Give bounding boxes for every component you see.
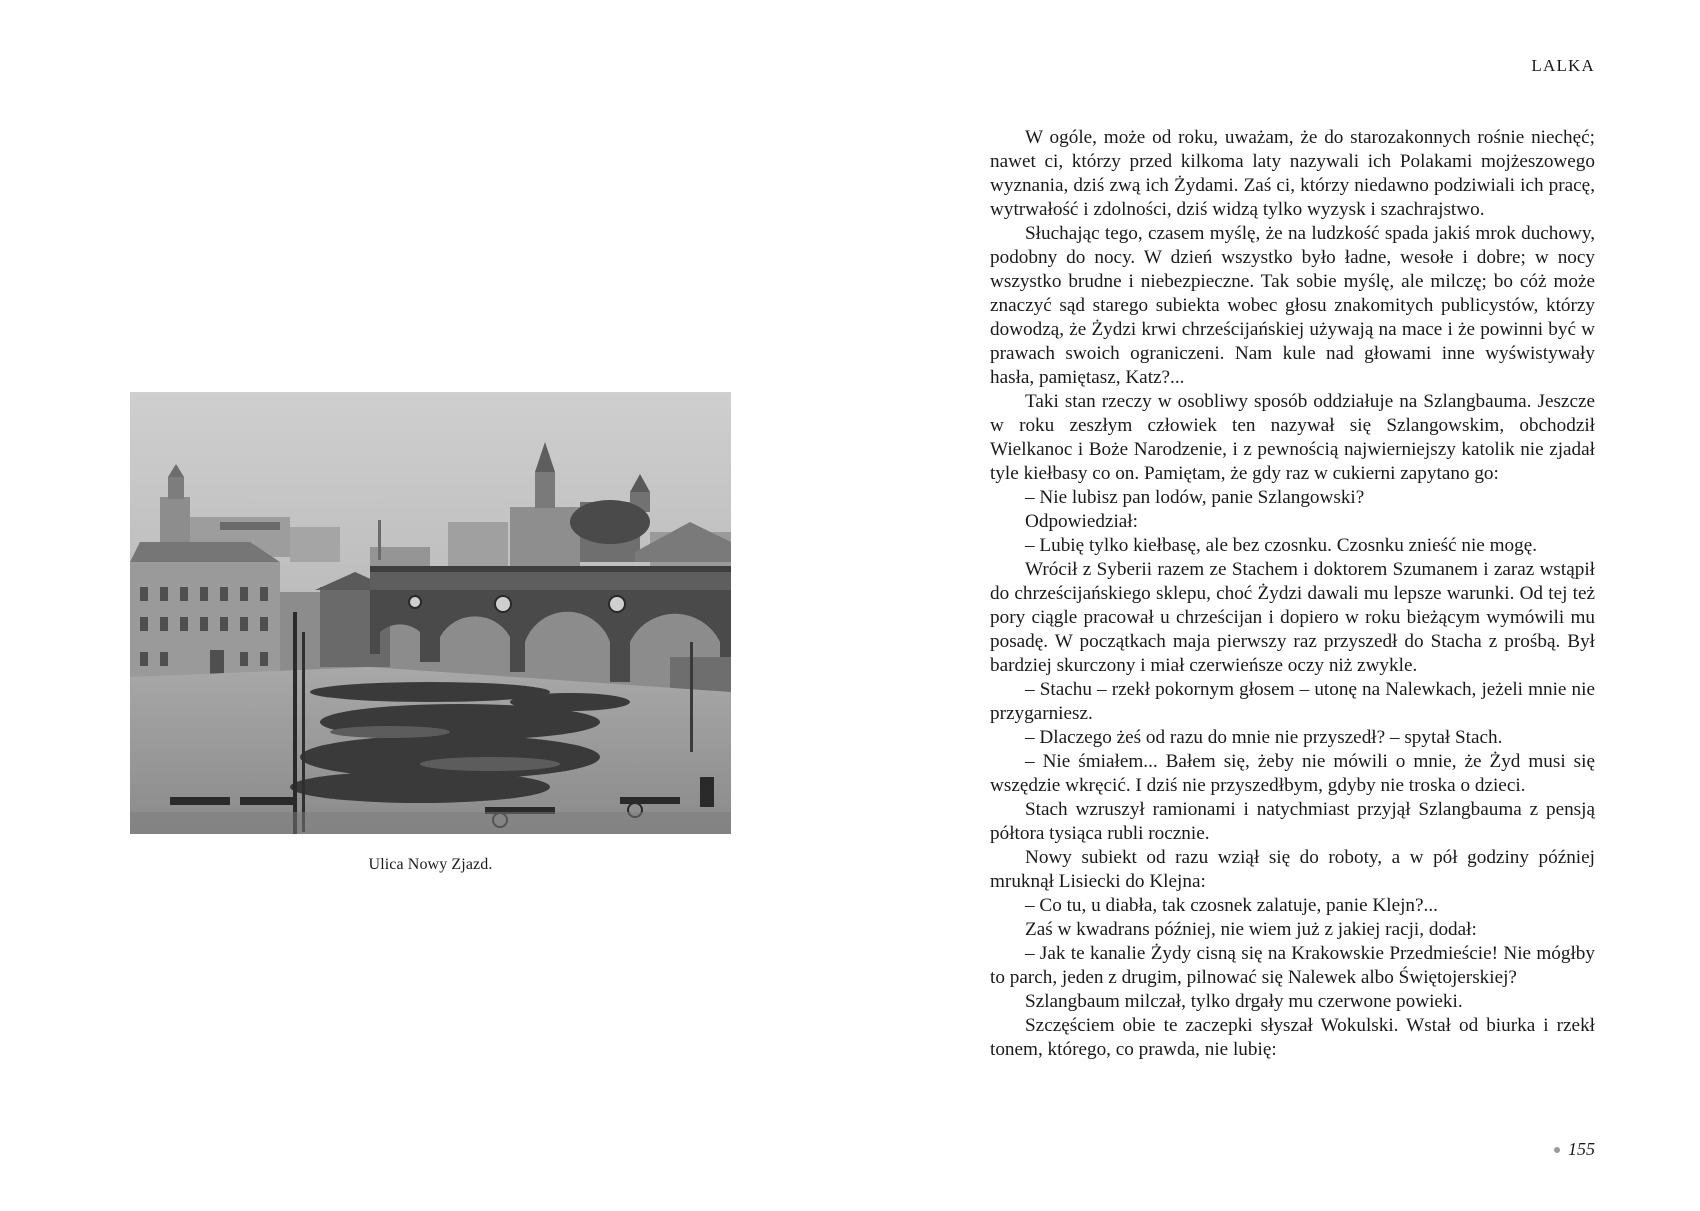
dialogue-line: – Dlaczego żeś od razu do mnie nie przyszedł? – spytał Stach.: [1025, 727, 1503, 748]
paragraph: Odpowiedział:: [1025, 511, 1138, 532]
page-number-text: 155: [1568, 1139, 1595, 1159]
running-head: LALKA: [1531, 56, 1595, 75]
paragraph: W ogóle, może od roku, uważam, że do starozakonnych rośnie niechęć; nawet ci, którzy przed kilkoma laty nazywali ich Polakami mojżeszowego wyznania, dziś zwą ich Żydami. Zaś ci, którzy niedawno podziwiali ich pracę, wytrwałość i zdolności, dziś widzą tylko wyzysk i szachrajstwo.: [990, 127, 1595, 220]
paragraph: Szczęściem obie te zaczepki słyszał Wokulski. Wstał od biurka i rzekł tonem, którego, co prawda, nie lubię:: [990, 1015, 1595, 1060]
dialogue-line: – Nie śmiałem... Bałem się, żeby nie mówili o mnie, że Żyd musi się wszędzie wkręcić. I dziś nie przyszedłbym, gdyby nie troska o dzieci.: [990, 751, 1595, 796]
right-page: [850, 0, 1700, 1211]
paragraph: Nowy subiekt od razu wziął się do roboty, a w pół godziny później mruknął Lisiecki do Klejna:: [990, 847, 1595, 892]
dialogue-line: – Nie lubisz pan lodów, panie Szlangowski?: [1025, 487, 1365, 508]
dialogue-line: – Stachu – rzekł pokornym głosem – utonę na Nalewkach, jeżeli mnie nie przygarniesz.: [990, 679, 1595, 724]
dialogue-line: – Jak te kanalie Żydy cisną się na Krakowskie Przedmieście! Nie mógłby to parch, jeden z drugim, pilnować się Nalewek albo Świętojerskiej?: [990, 943, 1595, 988]
bullet-icon: [1554, 1147, 1560, 1153]
paragraph: Stach wzruszył ramionami i natychmiast przyjął Szlangbauma z pensją półtora tysiąca rubli rocznie.: [990, 799, 1595, 844]
paragraph: Taki stan rzeczy w osobliwy sposób oddziałuje na Szlangbauma. Jeszcze w roku zeszłym człowiek ten nazywał się Szlangowskim, obchodził Wielkanoc i Boże Narodzenie, i z pewnością najwierniejszy katolik nie zjadał tyle kiełbasy co on. Pamiętam, że gdy raz w cukierni zapytano go:: [990, 391, 1595, 484]
paragraph: Szlangbaum milczał, tylko drgały mu czerwone powieki.: [1025, 991, 1463, 1012]
paragraph: Zaś w kwadrans później, nie wiem już z jakiej racji, dodał:: [1025, 919, 1477, 940]
dialogue-line: – Lubię tylko kiełbasę, ale bez czosnku. Czosnku znieść nie mogę.: [1025, 535, 1538, 556]
page-number: [1554, 1139, 1595, 1160]
historical-photograph: [130, 392, 731, 834]
paragraph: Wrócił z Syberii razem ze Stachem i doktorem Szumanem i zaraz wstąpił do chrześcijańskiego sklepu, choć Żydzi dawali mu lepsze warunki. Od tej też pory ciągle pracował u chrześcijan i dopiero w roku bieżącym wymówili mu posadę. W początkach maja pierwszy raz przyszedł do Stacha z prośbą. Był bardziej skurczony i miał czerwieńsze oczy niż zwykle.: [990, 559, 1595, 676]
paragraph: Słuchając tego, czasem myślę, że na ludzkość spada jakiś mrok duchowy, podobny do nocy. W dzień wszystko było ładne, wesołe i dobre; w nocy wszystko brudne i niebezpieczne. Tak sobie myślę, ale milczę; bo cóż może znaczyć sąd starego subiekta wobec głosu znakomitych publicystów, którzy dowodzą, że Żydzi krwi chrześcijańskiej używają na mace i że powinni być w prawach swoich ograniczeni. Nam kule nad głowami inne wyświstywały hasła, pamiętasz, Katz?...: [990, 223, 1595, 388]
body-text: [990, 126, 1595, 1062]
photo-caption: Ulica Nowy Zjazd.: [368, 856, 493, 873]
dialogue-line: – Co tu, u diabła, tak czosnek zalatuje, panie Klejn?...: [1025, 895, 1438, 916]
